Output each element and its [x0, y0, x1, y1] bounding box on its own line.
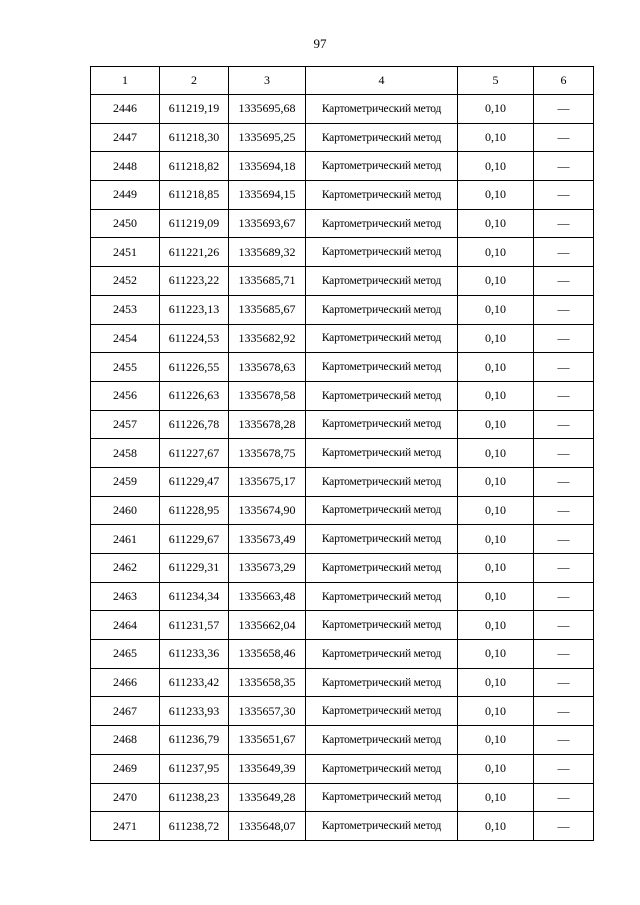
- x-coordinate-cell: 611226,55: [160, 353, 229, 382]
- description-cell: —: [534, 410, 594, 439]
- method-cell: Картометрический метод: [306, 525, 458, 554]
- accuracy-cell: 0,10: [458, 812, 534, 841]
- accuracy-cell: 0,10: [458, 754, 534, 783]
- method-cell: Картометрический метод: [306, 152, 458, 181]
- accuracy-cell: 0,10: [458, 783, 534, 812]
- x-coordinate-cell: 611223,22: [160, 267, 229, 296]
- x-coordinate-cell: 611234,34: [160, 582, 229, 611]
- point-number-cell: 2467: [91, 697, 160, 726]
- y-coordinate-cell: 1335678,28: [229, 410, 306, 439]
- method-cell: Картометрический метод: [306, 467, 458, 496]
- table-row: [91, 152, 594, 181]
- point-number-cell: 2470: [91, 783, 160, 812]
- method-cell: Картометрический метод: [306, 353, 458, 382]
- method-cell: Картометрический метод: [306, 783, 458, 812]
- method-cell: Картометрический метод: [306, 554, 458, 583]
- description-cell: —: [534, 697, 594, 726]
- y-coordinate-cell: 1335673,29: [229, 554, 306, 583]
- accuracy-cell: 0,10: [458, 152, 534, 181]
- point-number-cell: 2447: [91, 123, 160, 152]
- y-coordinate-cell: 1335695,68: [229, 95, 306, 124]
- accuracy-cell: 0,10: [458, 267, 534, 296]
- description-cell: —: [534, 668, 594, 697]
- method-cell: Картометрический метод: [306, 496, 458, 525]
- method-cell: Картометрический метод: [306, 410, 458, 439]
- y-coordinate-cell: 1335685,71: [229, 267, 306, 296]
- method-cell: Картометрический метод: [306, 123, 458, 152]
- method-cell: Картометрический метод: [306, 812, 458, 841]
- x-coordinate-cell: 611229,31: [160, 554, 229, 583]
- point-number-cell: 2465: [91, 640, 160, 669]
- table-row: [91, 353, 594, 382]
- table-row: [91, 812, 594, 841]
- description-cell: —: [534, 123, 594, 152]
- accuracy-cell: 0,10: [458, 697, 534, 726]
- x-coordinate-cell: 611238,23: [160, 783, 229, 812]
- point-number-cell: 2459: [91, 467, 160, 496]
- page-number: 97: [313, 36, 327, 51]
- y-coordinate-cell: 1335649,39: [229, 754, 306, 783]
- y-coordinate-cell: 1335689,32: [229, 238, 306, 267]
- table-row: [91, 209, 594, 238]
- table-row: [91, 381, 594, 410]
- accuracy-cell: 0,10: [458, 181, 534, 210]
- x-coordinate-cell: 611218,30: [160, 123, 229, 152]
- x-coordinate-cell: 611228,95: [160, 496, 229, 525]
- accuracy-cell: 0,10: [458, 209, 534, 238]
- table-row: [91, 754, 594, 783]
- x-coordinate-cell: 611229,47: [160, 467, 229, 496]
- description-cell: —: [534, 238, 594, 267]
- accuracy-cell: 0,10: [458, 611, 534, 640]
- description-cell: —: [534, 152, 594, 181]
- description-cell: —: [534, 181, 594, 210]
- description-cell: —: [534, 467, 594, 496]
- point-number-cell: 2471: [91, 812, 160, 841]
- description-cell: —: [534, 439, 594, 468]
- description-cell: —: [534, 783, 594, 812]
- method-cell: Картометрический метод: [306, 238, 458, 267]
- description-cell: —: [534, 525, 594, 554]
- x-coordinate-cell: 611218,82: [160, 152, 229, 181]
- x-coordinate-cell: 611221,26: [160, 238, 229, 267]
- point-number-cell: 2456: [91, 381, 160, 410]
- table-row: [91, 267, 594, 296]
- description-cell: —: [534, 95, 594, 124]
- table-row: [91, 410, 594, 439]
- accuracy-cell: 0,10: [458, 467, 534, 496]
- y-coordinate-cell: 1335678,58: [229, 381, 306, 410]
- column-header-6: 6: [534, 67, 594, 95]
- description-cell: —: [534, 324, 594, 353]
- x-coordinate-cell: 611229,67: [160, 525, 229, 554]
- x-coordinate-cell: 611226,63: [160, 381, 229, 410]
- description-cell: —: [534, 812, 594, 841]
- x-coordinate-cell: 611218,85: [160, 181, 229, 210]
- y-coordinate-cell: 1335648,07: [229, 812, 306, 841]
- accuracy-cell: 0,10: [458, 582, 534, 611]
- y-coordinate-cell: 1335658,35: [229, 668, 306, 697]
- table-body: [91, 95, 594, 841]
- y-coordinate-cell: 1335658,46: [229, 640, 306, 669]
- y-coordinate-cell: 1335678,63: [229, 353, 306, 382]
- accuracy-cell: 0,10: [458, 554, 534, 583]
- column-header-2: 2: [160, 67, 229, 95]
- accuracy-cell: 0,10: [458, 496, 534, 525]
- method-cell: Картометрический метод: [306, 754, 458, 783]
- column-header-3: 3: [229, 67, 306, 95]
- table-row: [91, 467, 594, 496]
- table-row: [91, 640, 594, 669]
- point-number-cell: 2450: [91, 209, 160, 238]
- y-coordinate-cell: 1335662,04: [229, 611, 306, 640]
- point-number-cell: 2466: [91, 668, 160, 697]
- x-coordinate-cell: 611236,79: [160, 726, 229, 755]
- accuracy-cell: 0,10: [458, 640, 534, 669]
- method-cell: Картометрический метод: [306, 181, 458, 210]
- y-coordinate-cell: 1335663,48: [229, 582, 306, 611]
- x-coordinate-cell: 611233,36: [160, 640, 229, 669]
- accuracy-cell: 0,10: [458, 95, 534, 124]
- description-cell: —: [534, 582, 594, 611]
- description-cell: —: [534, 209, 594, 238]
- y-coordinate-cell: 1335685,67: [229, 295, 306, 324]
- y-coordinate-cell: 1335678,75: [229, 439, 306, 468]
- point-number-cell: 2462: [91, 554, 160, 583]
- table-row: [91, 439, 594, 468]
- y-coordinate-cell: 1335657,30: [229, 697, 306, 726]
- point-number-cell: 2455: [91, 353, 160, 382]
- y-coordinate-cell: 1335694,15: [229, 181, 306, 210]
- point-number-cell: 2446: [91, 95, 160, 124]
- x-coordinate-cell: 611227,67: [160, 439, 229, 468]
- point-number-cell: 2460: [91, 496, 160, 525]
- method-cell: Картометрический метод: [306, 697, 458, 726]
- y-coordinate-cell: 1335674,90: [229, 496, 306, 525]
- method-cell: Картометрический метод: [306, 267, 458, 296]
- table-row: [91, 238, 594, 267]
- accuracy-cell: 0,10: [458, 726, 534, 755]
- point-number-cell: 2448: [91, 152, 160, 181]
- y-coordinate-cell: 1335682,92: [229, 324, 306, 353]
- description-cell: —: [534, 267, 594, 296]
- y-coordinate-cell: 1335695,25: [229, 123, 306, 152]
- description-cell: —: [534, 611, 594, 640]
- accuracy-cell: 0,10: [458, 525, 534, 554]
- accuracy-cell: 0,10: [458, 439, 534, 468]
- table-row: [91, 697, 594, 726]
- accuracy-cell: 0,10: [458, 353, 534, 382]
- accuracy-cell: 0,10: [458, 381, 534, 410]
- table-row: [91, 181, 594, 210]
- y-coordinate-cell: 1335673,49: [229, 525, 306, 554]
- point-number-cell: 2458: [91, 439, 160, 468]
- point-number-cell: 2449: [91, 181, 160, 210]
- accuracy-cell: 0,10: [458, 410, 534, 439]
- table-row: [91, 496, 594, 525]
- method-cell: Картометрический метод: [306, 439, 458, 468]
- y-coordinate-cell: 1335649,28: [229, 783, 306, 812]
- x-coordinate-cell: 611237,95: [160, 754, 229, 783]
- description-cell: —: [534, 496, 594, 525]
- description-cell: —: [534, 754, 594, 783]
- table-header-row: [91, 67, 594, 95]
- accuracy-cell: 0,10: [458, 668, 534, 697]
- point-number-cell: 2468: [91, 726, 160, 755]
- table-row: [91, 123, 594, 152]
- x-coordinate-cell: 611223,13: [160, 295, 229, 324]
- table-row: [91, 783, 594, 812]
- x-coordinate-cell: 611233,93: [160, 697, 229, 726]
- y-coordinate-cell: 1335651,67: [229, 726, 306, 755]
- accuracy-cell: 0,10: [458, 324, 534, 353]
- method-cell: Картометрический метод: [306, 668, 458, 697]
- method-cell: Картометрический метод: [306, 582, 458, 611]
- method-cell: Картометрический метод: [306, 726, 458, 755]
- table-row: [91, 668, 594, 697]
- method-cell: Картометрический метод: [306, 381, 458, 410]
- method-cell: Картометрический метод: [306, 611, 458, 640]
- point-number-cell: 2457: [91, 410, 160, 439]
- method-cell: Картометрический метод: [306, 95, 458, 124]
- point-number-cell: 2454: [91, 324, 160, 353]
- x-coordinate-cell: 611219,09: [160, 209, 229, 238]
- description-cell: —: [534, 554, 594, 583]
- y-coordinate-cell: 1335693,67: [229, 209, 306, 238]
- column-header-4: 4: [306, 67, 458, 95]
- table-row: [91, 582, 594, 611]
- y-coordinate-cell: 1335694,18: [229, 152, 306, 181]
- point-number-cell: 2463: [91, 582, 160, 611]
- x-coordinate-cell: 611224,53: [160, 324, 229, 353]
- x-coordinate-cell: 611231,57: [160, 611, 229, 640]
- table-row: [91, 554, 594, 583]
- method-cell: Картометрический метод: [306, 209, 458, 238]
- point-number-cell: 2464: [91, 611, 160, 640]
- table-row: [91, 525, 594, 554]
- point-number-cell: 2453: [91, 295, 160, 324]
- x-coordinate-cell: 611219,19: [160, 95, 229, 124]
- x-coordinate-cell: 611226,78: [160, 410, 229, 439]
- point-number-cell: 2451: [91, 238, 160, 267]
- x-coordinate-cell: 611233,42: [160, 668, 229, 697]
- description-cell: —: [534, 353, 594, 382]
- column-header-5: 5: [458, 67, 534, 95]
- table-row: [91, 611, 594, 640]
- table-row: [91, 295, 594, 324]
- y-coordinate-cell: 1335675,17: [229, 467, 306, 496]
- accuracy-cell: 0,10: [458, 295, 534, 324]
- column-header-1: 1: [91, 67, 160, 95]
- point-number-cell: 2469: [91, 754, 160, 783]
- accuracy-cell: 0,10: [458, 238, 534, 267]
- accuracy-cell: 0,10: [458, 123, 534, 152]
- description-cell: —: [534, 381, 594, 410]
- point-number-cell: 2461: [91, 525, 160, 554]
- description-cell: —: [534, 726, 594, 755]
- x-coordinate-cell: 611238,72: [160, 812, 229, 841]
- description-cell: —: [534, 640, 594, 669]
- table-row: [91, 95, 594, 124]
- table-row: [91, 324, 594, 353]
- point-number-cell: 2452: [91, 267, 160, 296]
- description-cell: —: [534, 295, 594, 324]
- table-row: [91, 726, 594, 755]
- method-cell: Картометрический метод: [306, 640, 458, 669]
- coordinates-table: [90, 66, 594, 841]
- method-cell: Картометрический метод: [306, 295, 458, 324]
- method-cell: Картометрический метод: [306, 324, 458, 353]
